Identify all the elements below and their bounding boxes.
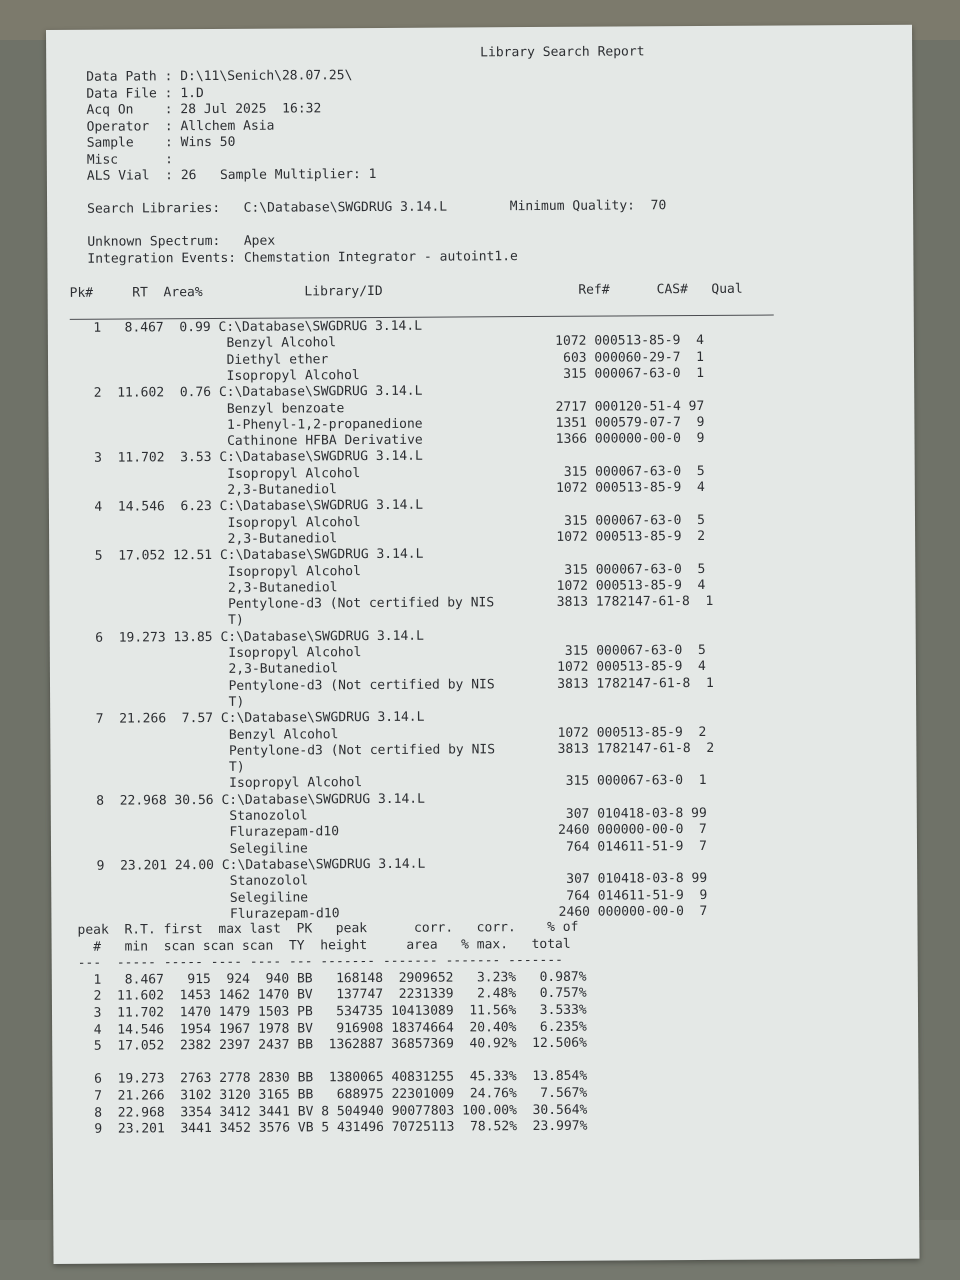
hit-line: T)	[72, 759, 245, 776]
integration-row: 1 8.467 915 924 940 BB 168148 2909652 3.23% 0.987%	[77, 969, 587, 988]
header-line: Misc :	[86, 151, 173, 168]
header-line: ALS Vial : 26 Sample Multiplier: 1	[86, 166, 377, 184]
hit-line: Flurazepam-d10 2460 000000-00-0 7	[73, 903, 708, 923]
hit-line: 2 11.602 0.76 C:\Database\SWGDRUG 3.14.L	[70, 383, 423, 402]
hit-line: 5 17.052 12.51 C:\Database\SWGDRUG 3.14.L	[71, 546, 424, 565]
hit-line: 4 14.546 6.23 C:\Database\SWGDRUG 3.14.L	[70, 498, 424, 516]
hit-line: Selegiline 764 014611-51-9 9	[73, 887, 708, 907]
hit-line: Benzyl Alcohol 1072 000513-85-9 2	[72, 724, 707, 744]
integration-row: 2 11.602 1453 1462 1470 BV 137747 2231339 2.48% 0.757%	[77, 986, 587, 1005]
integration-row: 9 23.201 3441 3452 3576 VB 5 431496 70725113 78.52% 23.997%	[78, 1118, 588, 1138]
hit-line: 6 19.273 13.85 C:\Database\SWGDRUG 3.14.L	[71, 628, 424, 646]
header-line: Data Path : D:\11\Senich\28.07.25\	[86, 68, 353, 85]
hit-line: Pentylone-d3 (Not certified by NIS 3813 1782147-61-8 1	[71, 675, 714, 695]
header-line: Integration Events: Chemstation Integrator - autoint1.e	[87, 248, 518, 267]
hit-line: 2,3-Butanediol 1072 000513-85-9 4	[71, 659, 706, 679]
hit-line: T)	[71, 613, 244, 630]
header-line: Unknown Spectrum: Apex	[87, 233, 276, 250]
hit-line: 7 21.266 7.57 C:\Database\SWGDRUG 3.14.L	[72, 709, 425, 728]
header-line: Data File : 1.D	[86, 85, 204, 102]
integration-row: 3 11.702 1470 1479 1503 PB 534735 10413089 11.56% 3.533%	[77, 1002, 587, 1021]
hit-line: Isopropyl Alcohol 315 000067-63-0 1	[72, 773, 707, 793]
hit-line: Pentylone-d3 (Not certified by NIS 3813 1782147-61-8 1	[71, 594, 714, 613]
hit-line: Flurazepam-d10 2460 000000-00-0 7	[72, 822, 707, 842]
hit-line: Diethyl ether 603 000060-29-7 1	[69, 349, 705, 369]
hit-line: 2,3-Butanediol 1072 000513-85-9 4	[70, 479, 705, 499]
hit-line: T)	[72, 694, 245, 711]
hit-line: Isopropyl Alcohol 315 000067-63-0 5	[70, 463, 705, 483]
hits-table-header: Pk# RT Area% Library/ID Ref# CAS# Qual	[69, 281, 743, 301]
report-title: Library Search Report	[480, 44, 645, 61]
hit-line: Stanozolol 307 010418-03-8 99	[72, 805, 707, 825]
hit-line: 2,3-Butanediol 1072 000513-85-9 4	[71, 577, 706, 597]
integration-row: 8 22.968 3354 3412 3441 BV 8 504940 90077803 100.00% 30.564%	[78, 1102, 588, 1121]
integration-row: # min scan scan scan TY height area % max. total	[77, 936, 571, 955]
header-line: Acq On : 28 Jul 2025 16:32	[86, 101, 322, 118]
header-line: Operator : Allchem Asia	[86, 118, 275, 135]
hit-line: Isopropyl Alcohol 315 000067-63-0 5	[71, 642, 706, 662]
paper-sheet	[46, 25, 920, 1264]
integration-row: 5 17.052 2382 2397 2437 BB 1362887 36857369 40.92% 12.506%	[78, 1035, 587, 1055]
header-line: Sample : Wins 50	[86, 134, 236, 151]
hit-line: Isopropyl Alcohol 315 000067-63-0 1	[70, 365, 705, 385]
integration-row: 7 21.266 3102 3120 3165 BB 688975 22301009 24.76% 7.567%	[78, 1085, 588, 1104]
hit-line: Stanozolol 307 010418-03-8 99	[73, 871, 708, 891]
integration-row: 4 14.546 1954 1967 1978 BV 916908 18374664 20.40% 6.235%	[78, 1019, 587, 1038]
hit-line: Benzyl benzoate 2717 000120-51-4 97	[70, 398, 705, 418]
hit-line: Isopropyl Alcohol 315 000067-63-0 5	[70, 512, 706, 532]
hit-line: 8 22.968 30.56 C:\Database\SWGDRUG 3.14.L	[72, 791, 425, 809]
hit-line: 1-Phenyl-1,2-propanedione 1351 000579-07-7 9	[70, 414, 705, 434]
hit-line: 2,3-Butanediol 1072 000513-85-9 2	[71, 528, 706, 548]
hit-line: 3 11.702 3.53 C:\Database\SWGDRUG 3.14.L	[70, 449, 423, 467]
hit-line: Pentylone-d3 (Not certified by NIS 3813 1782147-61-8 2	[72, 740, 715, 760]
hit-line: Benzyl Alcohol 1072 000513-85-9 4	[69, 333, 704, 353]
integration-row: 6 19.273 2763 2778 2830 BB 1380065 40831255 45.33% 13.854%	[78, 1069, 588, 1088]
hit-line: Cathinone HFBA Derivative 1366 000000-00-0 9	[70, 431, 705, 450]
hit-line: Selegiline 764 014611-51-9 7	[72, 838, 708, 858]
hit-line: 9 23.201 24.00 C:\Database\SWGDRUG 3.14.L	[73, 856, 426, 874]
header-line: Search Libraries: C:\Database\SWGDRUG 3.14.L Minimum Quality: 70	[87, 198, 667, 217]
hit-line: 1 8.467 0.99 C:\Database\SWGDRUG 3.14.L	[69, 318, 423, 336]
hit-line: Isopropyl Alcohol 315 000067-63-0 5	[71, 561, 706, 581]
integration-row: peak R.T. first max last PK peak corr. corr. % of	[77, 919, 579, 938]
integration-row: --- ----- ----- ---- ---- --- ------- ------- ------- -------	[77, 953, 564, 972]
